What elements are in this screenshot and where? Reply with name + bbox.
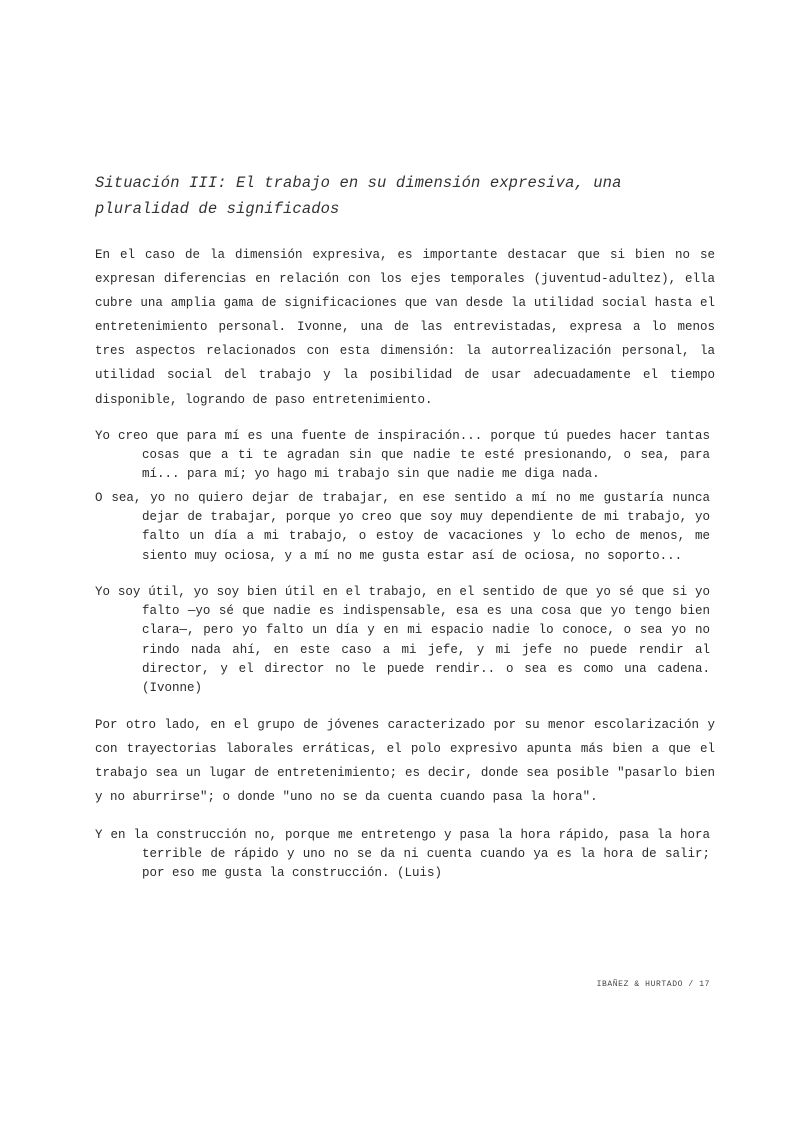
page-footer: IBAÑEZ & HURTADO / 17 — [596, 980, 710, 989]
quote-ociosa: O sea, yo no quiero dejar de trabajar, en ese sentido a mí no me gustaría nunca dejar de trabajar, porque yo creo que soy muy dependiente de mi trabajo, yo falto un día a mi trabajo, o estoy de vacaciones y lo echo de menos, me siento muy ociosa, y a mí no me gusta estar así de ociosa, no soporto... — [95, 491, 710, 563]
quote-luis: Y en la construcción no, porque me entretengo y pasa la hora rápido, pasa la hora terrible de rápido y uno no se da ni cuenta cuando ya es la hora de salir; por eso me gusta la construcción. (Luis) — [95, 828, 710, 881]
paragraph-jovenes: Por otro lado, en el grupo de jóvenes caracterizado por su menor escolarización y con trayectorias laborales erráticas, el polo expresivo apunta más bien a que el trabajo sea un lugar de entretenimiento; es decir, donde sea posible "pasarlo bien y no aburrirse"; o donde "uno no se da cuenta cuando pasa la hora". — [95, 718, 715, 805]
section-heading: Situación III: El trabajo en su dimensión expresiva, una pluralidad de significados — [95, 174, 622, 218]
quote-inspiracion: Yo creo que para mí es una fuente de inspiración... porque tú puedes hacer tantas cosas que a ti te agradan sin que nadie te esté presionando, o sea, para mí... para mí; yo hago mi trabajo sin que nadie me diga nada. — [95, 429, 710, 482]
quote-ivonne: Yo soy útil, yo soy bien útil en el trabajo, en el sentido de que yo sé que si yo falto —yo sé que nadie es indispensable, esa es una cosa que yo tengo bien clara—, pero yo falto un día y en mi espacio nadie lo conoce, o sea yo no rindo nada ahí, en este caso a mi jefe, y mi jefe no puede rendir al director, y el director no le puede rendir.. o sea es como una cadena. (Ivonne) — [95, 585, 710, 696]
paragraph-intro: En el caso de la dimensión expresiva, es importante destacar que si bien no se expresan diferencias en relación con los ejes temporales (juventud-adultez), ella cubre una amplia gama de significaciones que van desde la utilidad social hasta el entretenimiento personal. Ivonne, una de las entrevistadas, expresa a lo menos tres aspectos relacionados con esta dimensión: la autorrealización personal, la utilidad social del trabajo y la posibilidad de usar adecuadamente el tiempo disponible, logrando de paso entretenimiento. — [95, 248, 715, 407]
